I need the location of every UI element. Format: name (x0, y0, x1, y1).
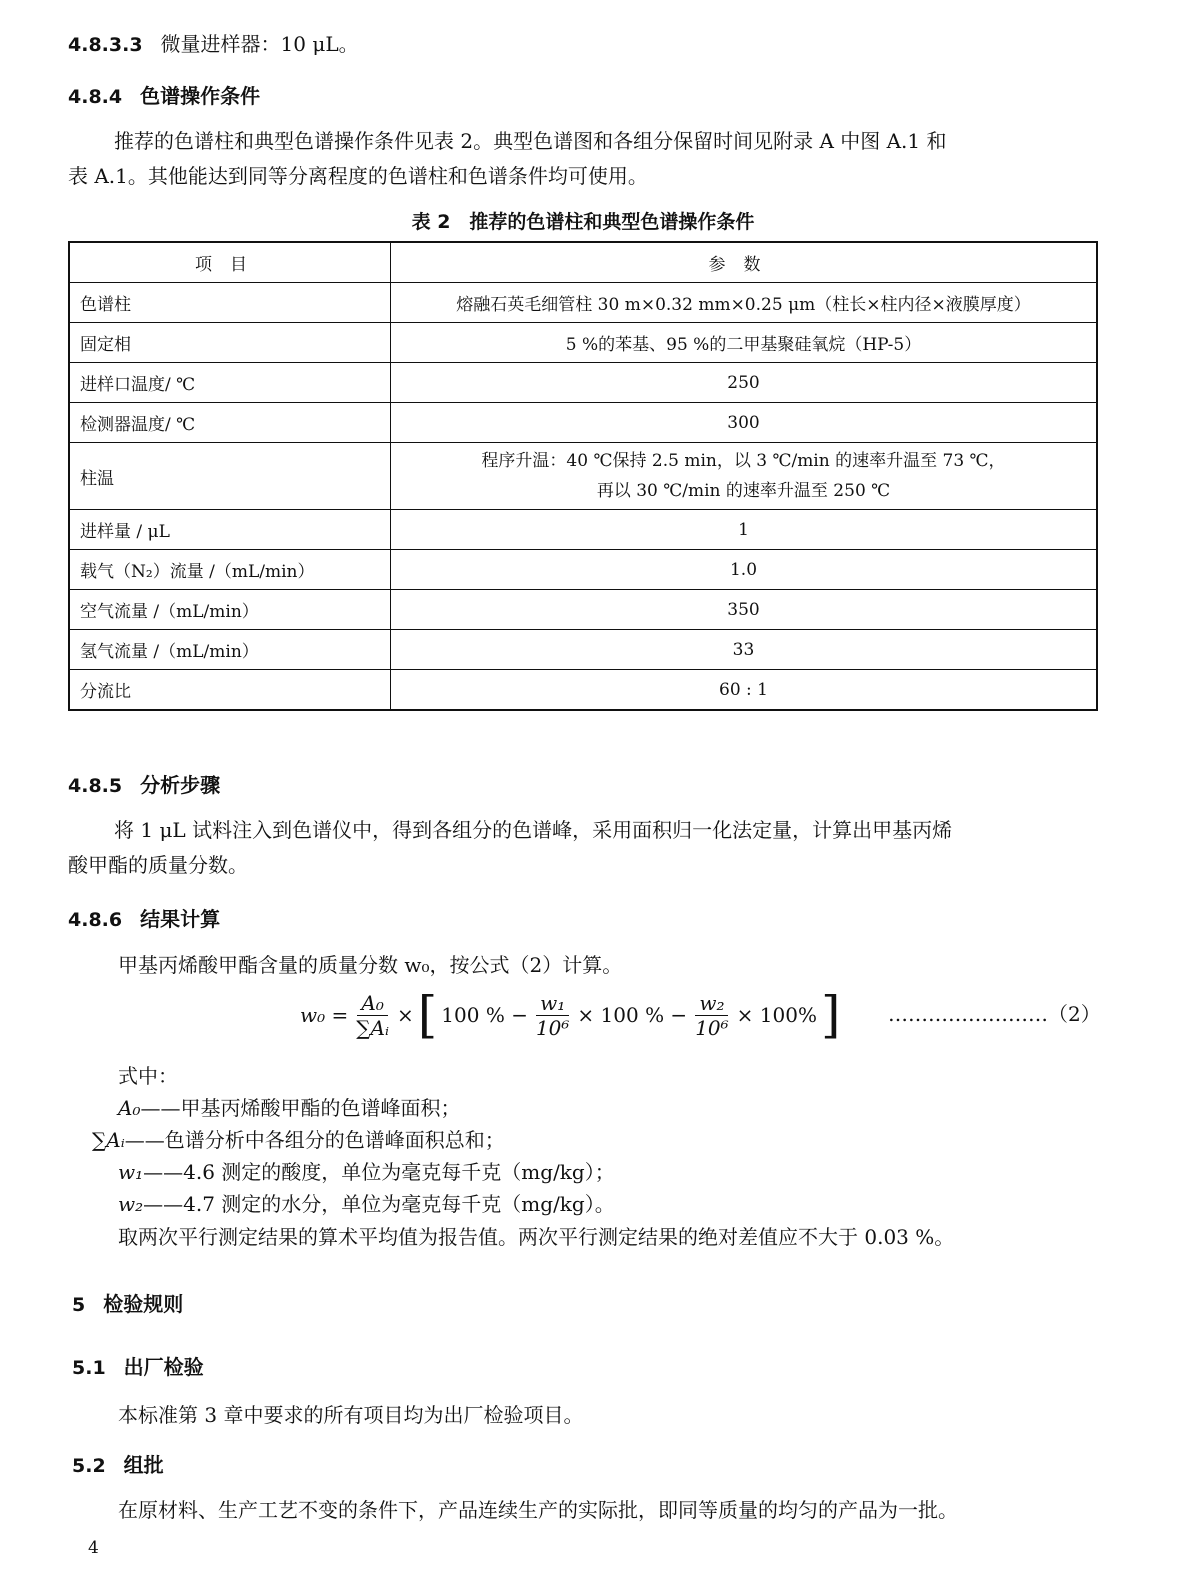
where-desc: ——4.6 测定的酸度，单位为毫克每千克（mg/kg）； (143, 1160, 615, 1184)
row-param: 250 (391, 363, 1098, 403)
section-number: 4.8.3.3 (68, 34, 143, 56)
header-param: 参数 (391, 242, 1098, 283)
row-param-line: 再以 30 ℃/min 的速率升温至 250 ℃ (596, 481, 891, 501)
section-number: 4.8.4 (68, 86, 123, 108)
section-title: 出厂检验 (123, 1355, 204, 1379)
chromatography-conditions-table (68, 241, 1098, 711)
denominator: 10⁶ (535, 1015, 570, 1040)
numerator: w₂ (695, 991, 728, 1016)
fraction-w2 (691, 991, 732, 1040)
denominator: 10⁶ (695, 1015, 729, 1040)
table-row (69, 550, 1097, 590)
section-4-8-3-3 (68, 26, 359, 62)
row-param: 33 (391, 630, 1098, 670)
section-title: 色谱操作条件 (140, 84, 261, 108)
section-4-8-4-heading (68, 80, 260, 109)
row-param: 5 %的苯基、95 %的二甲基聚硅氧烷（HP-5） (391, 323, 1098, 363)
paragraph-line: 将 1 μL 试料注入到色谱仪中，得到各组分的色谱峰，采用面积归一化法定量，计算出甲基丙烯 (114, 818, 953, 842)
row-item: 空气流量 /（mL/min） (69, 590, 391, 630)
where-item (118, 1154, 615, 1190)
section-number: 5 (72, 1294, 86, 1316)
times-sign: × (397, 1003, 414, 1027)
paragraph-line: 推荐的色谱柱和典型色谱操作条件见表 2。典型色谱图和各组分保留时间见附录 A 中图 A.1 和 (114, 129, 947, 153)
row-param (391, 443, 1098, 510)
section-number: 5.1 (72, 1357, 106, 1379)
section-5-heading (72, 1288, 183, 1317)
row-item: 载气（N₂）流量 /（mL/min） (69, 550, 391, 590)
where-symbol: w₁ (118, 1160, 144, 1184)
page-number: 4 (88, 1538, 99, 1558)
section-title: 分析步骤 (140, 773, 221, 797)
where-symbol: A₀ (118, 1096, 141, 1120)
numerator: w₁ (536, 991, 569, 1016)
where-desc: ——甲基丙烯酸甲酯的色谱峰面积； (140, 1096, 461, 1120)
table-row (69, 443, 1097, 510)
section-5-1-heading (72, 1351, 204, 1380)
fraction-a0 (352, 991, 393, 1040)
where-item (118, 1090, 460, 1126)
result-note: 取两次平行测定结果的算术平均值为报告值。两次平行测定结果的绝对差值应不大于 0.03 %。 (118, 1225, 955, 1249)
section-5-2-heading (72, 1449, 164, 1478)
section-title: 检验规则 (103, 1292, 184, 1316)
formula-lhs: w₀ = (300, 1003, 349, 1027)
where-label: 式中： (118, 1064, 178, 1088)
table-row (69, 510, 1097, 550)
table-row (69, 590, 1097, 630)
where-item (118, 1186, 615, 1222)
left-bracket: [ (417, 986, 438, 1044)
fraction-w1 (532, 991, 573, 1040)
section-text: 微量进样器：10 μL。 (160, 32, 359, 56)
table-row (69, 403, 1097, 443)
formula-term: 100 % − (441, 1003, 528, 1027)
table-row (69, 630, 1097, 670)
formula-2 (300, 985, 844, 1045)
table-caption: 表 2 推荐的色谱柱和典型色谱操作条件 (411, 211, 755, 233)
row-param: 350 (391, 590, 1098, 630)
where-item (92, 1122, 505, 1158)
formula-term: × 100% (736, 1003, 817, 1027)
section-number: 4.8.6 (68, 909, 123, 931)
row-param: 熔融石英毛细管柱 30 m×0.32 mm×0.25 μm（柱长×柱内径×液膜厚度） (391, 283, 1098, 323)
row-param-line: 程序升温：40 ℃保持 2.5 min，以 3 ℃/min 的速率升温至 73 ℃， (481, 451, 1006, 471)
section-title: 结果计算 (140, 907, 221, 931)
row-item: 分流比 (69, 670, 391, 711)
table-row (69, 323, 1097, 363)
row-param: 300 (391, 403, 1098, 443)
header-item: 项目 (69, 242, 391, 283)
paragraph: 在原材料、生产工艺不变的条件下，产品连续生产的实际批，即同等质量的均匀的产品为一批。 (118, 1498, 958, 1522)
row-item: 进样口温度/ ℃ (69, 363, 391, 403)
formula-intro: 甲基丙烯酸甲酯含量的质量分数 w₀，按公式（2）计算。 (118, 953, 623, 977)
formula-number: ……………………（2） (888, 1002, 1101, 1026)
row-param: 1.0 (391, 550, 1098, 590)
where-symbol: ∑Aᵢ (92, 1128, 125, 1152)
section-number: 4.8.5 (68, 775, 123, 797)
formula-term: × 100 % − (577, 1003, 688, 1027)
right-bracket: ] (820, 986, 841, 1044)
row-item: 柱温 (69, 443, 391, 510)
row-item: 色谱柱 (69, 283, 391, 323)
row-item: 检测器温度/ ℃ (69, 403, 391, 443)
table-row (69, 670, 1097, 711)
table-row (69, 363, 1097, 403)
paragraph: 本标准第 3 章中要求的所有项目均为出厂检验项目。 (118, 1403, 584, 1427)
row-item: 固定相 (69, 323, 391, 363)
section-title: 组批 (123, 1453, 164, 1477)
numerator: A₀ (357, 991, 387, 1016)
section-number: 5.2 (72, 1455, 106, 1477)
row-item: 进样量 / μL (69, 510, 391, 550)
where-desc: ——4.7 测定的水分，单位为毫克每千克（mg/kg）。 (143, 1192, 615, 1216)
section-4-8-5-heading (68, 769, 220, 798)
section-4-8-6-heading (68, 903, 220, 932)
table-row (69, 283, 1097, 323)
table-header-row (69, 242, 1097, 283)
denominator: ∑Aᵢ (356, 1015, 390, 1040)
row-param: 60 : 1 (391, 670, 1098, 711)
row-param: 1 (391, 510, 1098, 550)
where-symbol: w₂ (118, 1192, 144, 1216)
paragraph-line: 酸甲酯的质量分数。 (68, 853, 248, 877)
where-desc: ——色谱分析中各组分的色谱峰面积总和； (124, 1128, 505, 1152)
row-item: 氢气流量 /（mL/min） (69, 630, 391, 670)
paragraph-line: 表 A.1。其他能达到同等分离程度的色谱柱和色谱条件均可使用。 (68, 164, 648, 188)
